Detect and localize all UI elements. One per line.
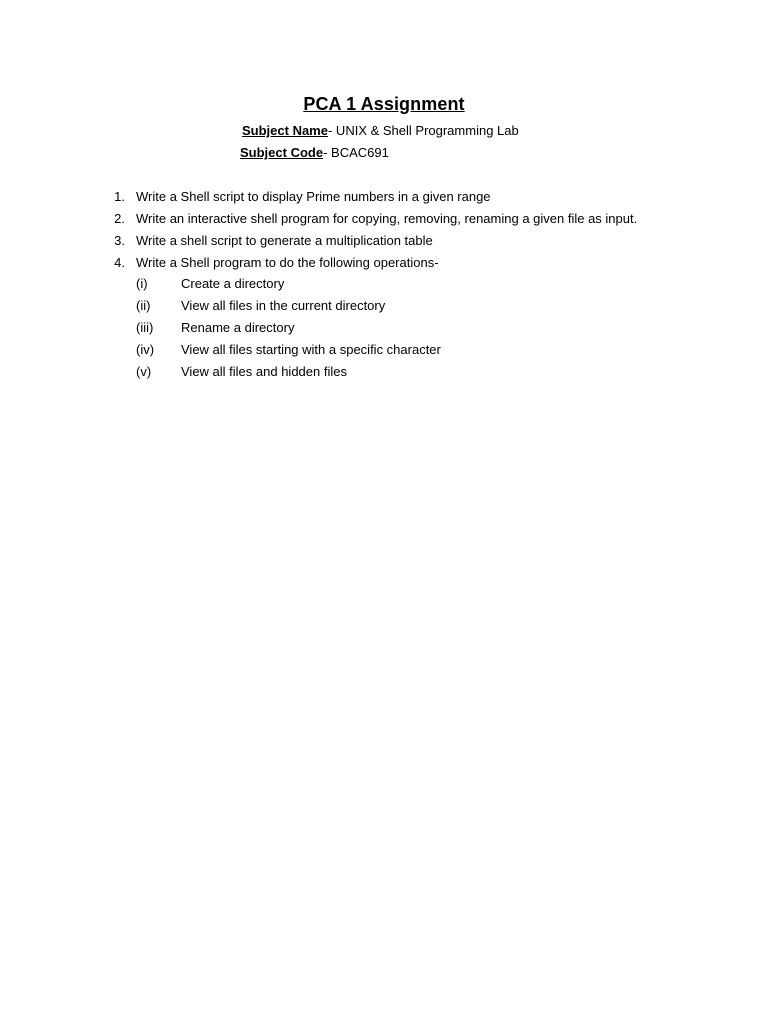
subject-name-value: - UNIX & Shell Programming Lab	[327, 123, 519, 138]
sub-item-text: View all files and hidden files	[181, 364, 347, 379]
sub-item-text: Rename a directory	[181, 320, 295, 335]
question-number: 3.	[114, 233, 125, 248]
sub-item-number: (v)	[136, 364, 152, 379]
subject-name-line	[242, 123, 519, 138]
sub-item-number: (iv)	[136, 342, 155, 357]
subject-code-value: - BCAC691	[323, 145, 389, 160]
subject-name-label: Subject Name	[242, 123, 328, 138]
sub-item-text: View all files starting with a specific character	[181, 342, 441, 357]
sub-item-number: (iii)	[136, 320, 154, 335]
subject-code-line	[240, 145, 389, 160]
question-number: 2.	[114, 211, 125, 226]
subject-code-label: Subject Code	[240, 145, 324, 160]
question-text: Write a shell script to generate a multiplication table	[136, 233, 433, 248]
sub-item-number: (ii)	[136, 298, 151, 313]
page-title: PCA 1 Assignment	[303, 94, 465, 114]
question-text: Write an interactive shell program for copying, removing, renaming a given file as input.	[136, 211, 638, 226]
question-text: Write a Shell script to display Prime numbers in a given range	[136, 189, 491, 204]
sub-item-text: View all files in the current directory	[181, 298, 386, 313]
question-text: Write a Shell program to do the following operations-	[136, 255, 439, 270]
sub-item-number: (i)	[136, 276, 148, 291]
question-number: 4.	[114, 255, 125, 270]
sub-item-text: Create a directory	[181, 276, 285, 291]
question-number: 1.	[114, 189, 125, 204]
